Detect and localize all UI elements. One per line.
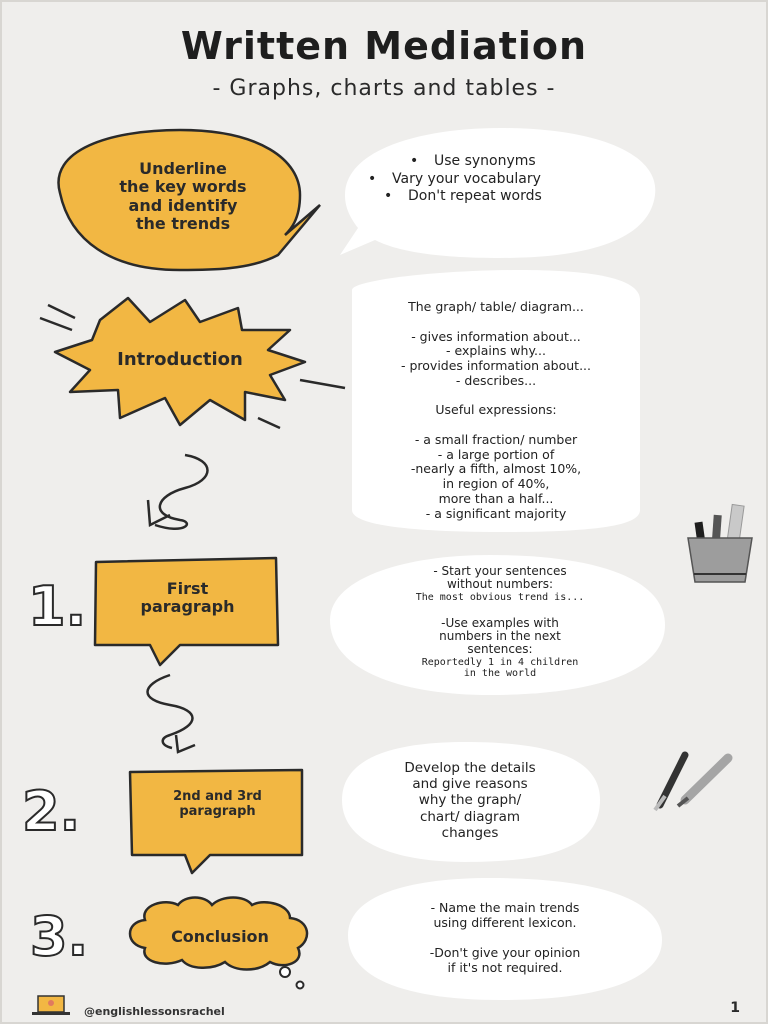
second-paragraph-label: 2nd and 3rd paragraph xyxy=(173,789,262,819)
second-paragraph-box xyxy=(130,770,302,873)
introduction-text: The graph/ table/ diagram... - gives information about... - explains why... - provides information about... - describes... Useful expressions: - a small fraction/ number - a large portion of -nearly a fifth, almost 10%, in region of 40%, more than a half... - a significant majority xyxy=(400,299,591,521)
step-number-1: 1. xyxy=(28,575,87,638)
footer-handle: @englishlessonsrachel xyxy=(84,1005,225,1018)
pencil-cup-icon xyxy=(688,504,752,582)
tip-item: • Don't repeat words xyxy=(368,188,638,206)
page-title: Written Mediation xyxy=(180,24,588,68)
key-words-label: Underline the key words and identify the trends xyxy=(119,159,247,234)
page-number: 1 xyxy=(730,1000,740,1016)
squiggle-arrow-1 xyxy=(148,455,208,529)
first-paragraph-label: First paragraph xyxy=(140,579,235,617)
key-words-tips xyxy=(368,153,638,206)
tip-item: • Vary your vocabulary xyxy=(368,171,638,189)
pens-icon xyxy=(655,755,728,810)
conclusion-label: Conclusion xyxy=(171,927,269,946)
squiggle-arrow-2 xyxy=(148,675,196,752)
step-number-2: 2. xyxy=(22,780,81,843)
tip-item: • Use synonyms xyxy=(368,153,638,171)
introduction-label: Introduction xyxy=(117,349,243,370)
laptop-icon xyxy=(32,996,70,1015)
page-subtitle: - Graphs, charts and tables - xyxy=(212,76,556,101)
first-paragraph-text: - Start your sentences without numbers: The most obvious trend is... -Use examples with numbers in the next sentences: Reportedly 1 in 4 children in the world xyxy=(415,564,585,679)
conclusion-text: - Name the main trends using different lexicon. -Don't give your opinion if it's not required. xyxy=(429,900,581,975)
second-paragraph-text: Develop the details and give reasons why the graph/ chart/ diagram changes xyxy=(404,760,536,841)
step-number-3: 3. xyxy=(30,905,89,968)
